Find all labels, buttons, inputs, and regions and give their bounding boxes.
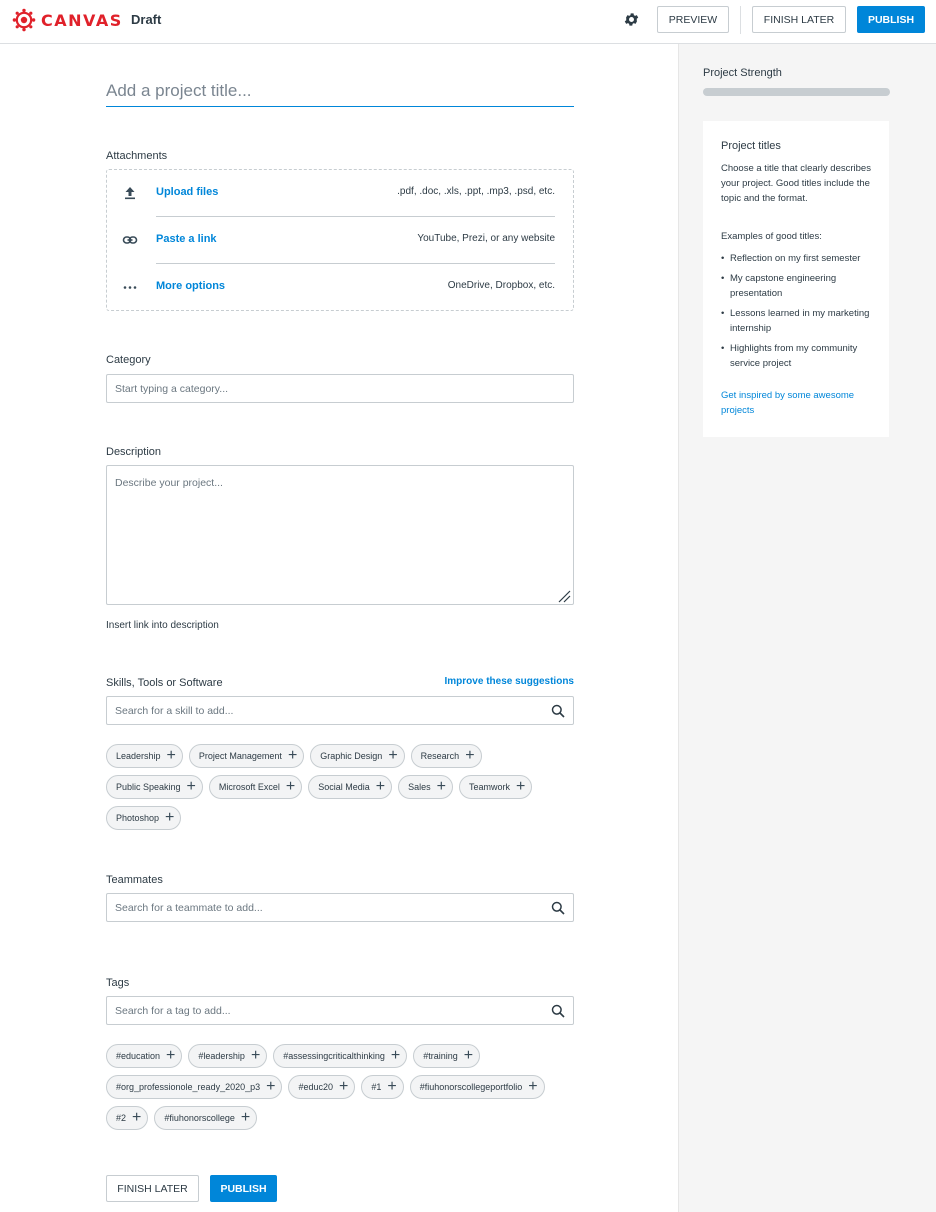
tips-body: Choose a title that clearly describes your project. Good titles include the topic and the format. [721, 163, 871, 204]
chip-label: #fiuhonorscollege [164, 1113, 235, 1123]
tag-chip[interactable] [273, 1044, 407, 1068]
chip-label: Sales [408, 782, 431, 792]
plus-icon: + [463, 1047, 474, 1064]
category-input[interactable] [106, 374, 574, 403]
canvas-logo-icon [12, 8, 36, 32]
search-icon [551, 1004, 565, 1018]
skill-chip[interactable] [189, 744, 304, 768]
footer-publish-button[interactable]: PUBLISH [210, 1175, 277, 1202]
more-options-link[interactable]: More options [156, 280, 226, 292]
skills-label: Skills, Tools or Software [106, 677, 223, 689]
example-item: • Lessons learned in my marketing internship [721, 306, 879, 336]
inspire-link[interactable]: Get inspired by some awesome projects [721, 390, 855, 416]
brand-name: CANVAS [41, 10, 123, 30]
attachments-label: Attachments [106, 150, 168, 162]
sidebar [678, 44, 936, 1212]
top-header [0, 0, 936, 44]
plus-icon: + [516, 778, 526, 795]
chip-label: #educ20 [298, 1082, 334, 1092]
tag-chip[interactable] [410, 1075, 545, 1099]
plus-icon: + [240, 1109, 251, 1126]
plus-icon: + [436, 778, 446, 795]
plus-icon: + [339, 1078, 349, 1095]
link-icon [122, 232, 138, 248]
skill-chip[interactable] [106, 744, 183, 768]
tags-label: Tags [106, 977, 130, 989]
chip-label: #1 [371, 1082, 382, 1092]
skill-chip[interactable] [398, 775, 453, 799]
description-textarea[interactable] [106, 465, 574, 605]
finish-later-button[interactable]: FINISH LATER [752, 6, 846, 33]
search-icon [551, 901, 565, 915]
example-item: • My capstone engineering presentation [721, 271, 879, 301]
chip-label: #leadership [198, 1051, 245, 1061]
canvas-logo[interactable] [12, 8, 123, 32]
footer-finish-later-button[interactable]: FINISH LATER [106, 1175, 199, 1202]
teammate-search-input[interactable] [106, 893, 574, 922]
more-icon [122, 279, 138, 295]
skill-chip[interactable] [106, 775, 203, 799]
tips-card [703, 121, 889, 437]
category-label: Category [106, 354, 151, 366]
paste-link-link[interactable]: Paste a link [156, 233, 217, 245]
chip-label: #education [116, 1051, 161, 1061]
chip-label: Social Media [318, 782, 370, 792]
project-title-input[interactable] [106, 76, 574, 107]
tag-search-input[interactable] [106, 996, 574, 1025]
plus-icon: + [388, 747, 398, 764]
chip-label: Graphic Design [320, 751, 383, 761]
plus-icon: + [387, 1078, 397, 1095]
upload-files-hint: .pdf, .doc, .xls, .ppt, .mp3, .psd, etc. [397, 186, 555, 197]
upload-icon [122, 185, 138, 201]
preview-button[interactable]: PREVIEW [657, 6, 729, 33]
publish-button[interactable]: PUBLISH [857, 6, 925, 33]
plus-icon: + [250, 1047, 261, 1064]
improve-suggestions-link[interactable]: Improve these suggestions [444, 676, 574, 687]
example-item: • Reflection on my first semester [721, 251, 879, 266]
plus-icon: + [186, 778, 196, 795]
teammates-label: Teammates [106, 874, 163, 886]
chip-label: Research [420, 751, 460, 761]
header-divider [740, 6, 741, 34]
chip-label: Leadership [116, 751, 161, 761]
skill-chip[interactable] [308, 775, 392, 799]
plus-icon: + [285, 778, 296, 795]
skill-chip[interactable] [310, 744, 404, 768]
chip-label: Photoshop [116, 813, 160, 823]
tag-chip[interactable] [361, 1075, 403, 1099]
tag-chip[interactable] [188, 1044, 267, 1068]
chip-label: #training [423, 1051, 458, 1061]
plus-icon: + [375, 778, 386, 795]
skill-chip[interactable] [459, 775, 532, 799]
plus-icon: + [132, 1109, 142, 1126]
chip-label: #org_professionole_ready_2020_p3 [116, 1082, 261, 1092]
plus-icon: + [165, 809, 175, 826]
project-strength-bar [703, 88, 890, 96]
gear-icon[interactable] [623, 11, 640, 28]
plus-icon: + [465, 747, 475, 764]
plus-icon: + [528, 1078, 538, 1095]
plus-icon: + [266, 1078, 276, 1095]
insert-link-link[interactable]: Insert link into description [106, 620, 219, 631]
skill-chip[interactable] [411, 744, 482, 768]
tag-chip[interactable] [106, 1075, 282, 1099]
paste-link-row[interactable] [107, 217, 573, 263]
examples-list [721, 251, 879, 376]
chip-label: Microsoft Excel [218, 782, 280, 792]
tips-title: Project titles [721, 140, 781, 152]
plus-icon: + [390, 1047, 401, 1064]
more-options-hint: OneDrive, Dropbox, etc. [447, 280, 555, 291]
chip-label: Public Speaking [116, 782, 181, 792]
upload-files-link[interactable]: Upload files [156, 186, 219, 198]
resize-handle-icon[interactable] [558, 590, 571, 603]
tag-suggestions [106, 1044, 574, 1130]
skill-chip[interactable] [106, 806, 181, 830]
plus-icon: + [166, 747, 176, 764]
tag-chip[interactable] [106, 1044, 182, 1068]
chip-label: #fiuhonorscollegeportfolio [419, 1082, 523, 1092]
plus-icon: + [166, 1047, 176, 1064]
chip-label: Project Management [198, 751, 282, 761]
project-strength-label: Project Strength [703, 67, 782, 79]
description-label: Description [106, 446, 162, 458]
tag-chip[interactable] [288, 1075, 355, 1099]
tag-chip[interactable] [413, 1044, 480, 1068]
draft-status: Draft [131, 12, 162, 27]
examples-heading: Examples of good titles: [721, 231, 822, 242]
skill-suggestions [106, 744, 574, 830]
skill-chip[interactable] [209, 775, 302, 799]
skill-search-input[interactable] [106, 696, 574, 725]
chip-label: Teamwork [468, 782, 510, 792]
chip-label: #assessingcriticalthinking [283, 1051, 385, 1061]
upload-files-row[interactable] [107, 170, 573, 216]
chip-label: #2 [116, 1113, 127, 1123]
tag-chip[interactable] [154, 1106, 257, 1130]
more-options-row[interactable] [107, 264, 573, 310]
paste-link-hint: YouTube, Prezi, or any website [417, 233, 555, 244]
tag-chip[interactable] [106, 1106, 148, 1130]
plus-icon: + [287, 747, 298, 764]
attachments-box [106, 169, 574, 311]
example-item: • Highlights from my community service project [721, 341, 879, 371]
search-icon [551, 704, 565, 718]
